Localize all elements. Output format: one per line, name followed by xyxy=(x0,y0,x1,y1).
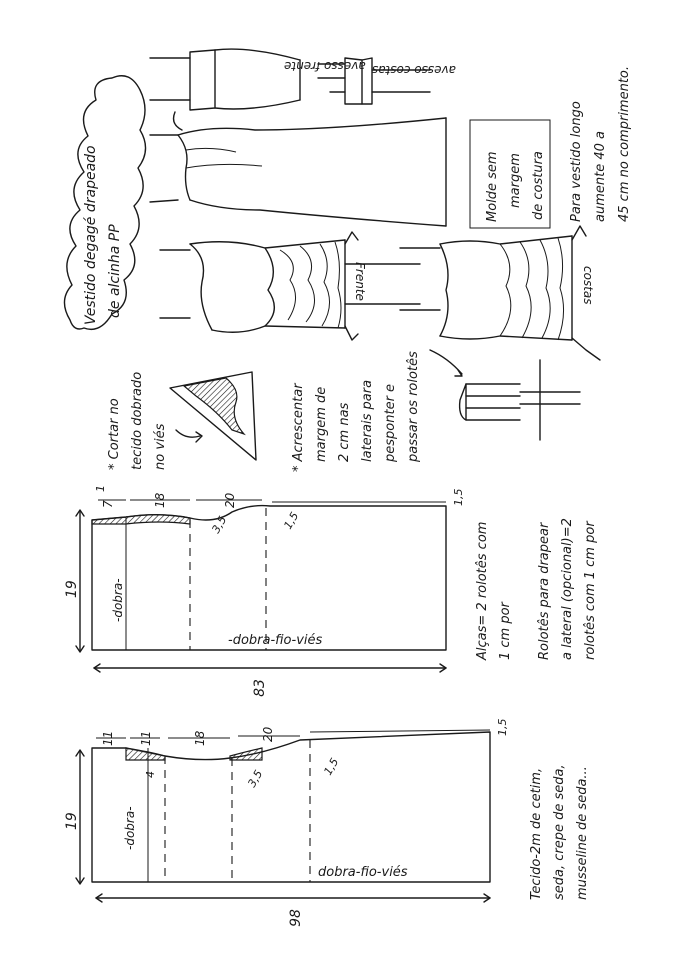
note-long-1: Para vestido longo xyxy=(569,101,584,222)
note-margin-6: passar os rolotês xyxy=(406,351,421,462)
front-m-b: 11 xyxy=(139,730,153,746)
note-no-seam-2: margem xyxy=(508,153,523,208)
front-m-a: 11 xyxy=(101,730,115,746)
front-fold-bottom: dobra-fio-viés xyxy=(318,865,408,880)
notes-fabric xyxy=(529,764,590,900)
note-fabric-1: Tecido-2m de cetim, xyxy=(529,767,544,900)
title-cloud xyxy=(64,76,145,330)
back-m-b: 18 xyxy=(153,492,167,508)
label-back-inside: avesso costas xyxy=(372,63,456,77)
label-front-inside: avesso frente xyxy=(284,59,366,73)
back-height: 19 xyxy=(64,580,80,598)
note-fabric-3: musseline de seda... xyxy=(575,766,590,900)
back-m-top: 1 xyxy=(94,485,107,492)
note-rolotes-1: Rolotês para drapear xyxy=(537,522,552,660)
pattern-front-piece xyxy=(64,719,509,927)
front-fold-side: -dobra- xyxy=(123,806,137,850)
note-straps-2: 1 cm por xyxy=(498,602,513,660)
front-height: 19 xyxy=(64,812,80,830)
note-rolotes-2: a lateral (opcional)=2 xyxy=(560,518,575,660)
sketch-dress-back xyxy=(150,118,446,226)
pattern-back-piece xyxy=(64,485,465,697)
note-long-3: 45 cm no comprimento. xyxy=(617,66,632,222)
front-m-v1: 3,5 xyxy=(245,767,266,790)
note-margin-2: margem de xyxy=(314,386,329,462)
front-m-end: 1,5 xyxy=(496,718,509,736)
notes-top-right xyxy=(470,66,632,228)
sketch-dress-front xyxy=(160,232,420,340)
bias-cut-diagram xyxy=(107,372,256,470)
note-bias-1: * Cortar no xyxy=(107,398,122,470)
front-m-c: 18 xyxy=(193,730,207,746)
note-margin-5: pesponter e xyxy=(383,383,398,462)
back-fold-side: -dobra- xyxy=(111,578,125,622)
note-straps-1: Alças= 2 rolotês com xyxy=(475,521,490,660)
front-length: 98 xyxy=(288,909,304,927)
label-front: Frente xyxy=(353,262,367,301)
label-back: costas xyxy=(581,266,595,305)
title-line1: Vestido degagé drapeado xyxy=(83,145,99,325)
note-rolotes-3: rolotês com 1 cm por xyxy=(583,521,598,660)
note-margin-1: * Acrescentar xyxy=(291,383,306,472)
back-length: 83 xyxy=(252,679,268,697)
sketch-rolote-channel xyxy=(430,350,580,440)
back-m-v1: 3,5 xyxy=(209,513,230,536)
note-margin-4: laterais para xyxy=(360,379,375,462)
back-m-a: 7 xyxy=(101,500,115,508)
back-m-c: 20 xyxy=(223,492,237,508)
title-line2: de alcinha PP xyxy=(107,224,123,318)
front-m-v2: 1,5 xyxy=(321,755,342,778)
sketch-front-inside xyxy=(150,49,366,130)
front-m-d: 20 xyxy=(261,726,275,742)
note-margin xyxy=(291,351,421,472)
back-fold-bottom: -dobra-fio-viés xyxy=(228,633,323,648)
notes-straps xyxy=(475,518,598,661)
back-m-end: 1,5 xyxy=(452,488,465,506)
note-bias-2: tecido dobrado xyxy=(130,371,145,470)
back-m-v2: 1,5 xyxy=(281,509,302,532)
note-margin-3: 2 cm nas xyxy=(337,402,352,462)
note-long-2: aumente 40 a xyxy=(593,131,608,222)
sketch-dress-back-drape xyxy=(400,226,600,360)
note-no-seam-3: de costura xyxy=(531,151,546,220)
note-no-seam-1: Molde sem xyxy=(485,151,500,222)
front-m-left: 4 xyxy=(144,771,157,778)
note-fabric-2: seda, crepe de seda, xyxy=(552,764,567,900)
note-bias-3: no viés xyxy=(153,423,168,470)
